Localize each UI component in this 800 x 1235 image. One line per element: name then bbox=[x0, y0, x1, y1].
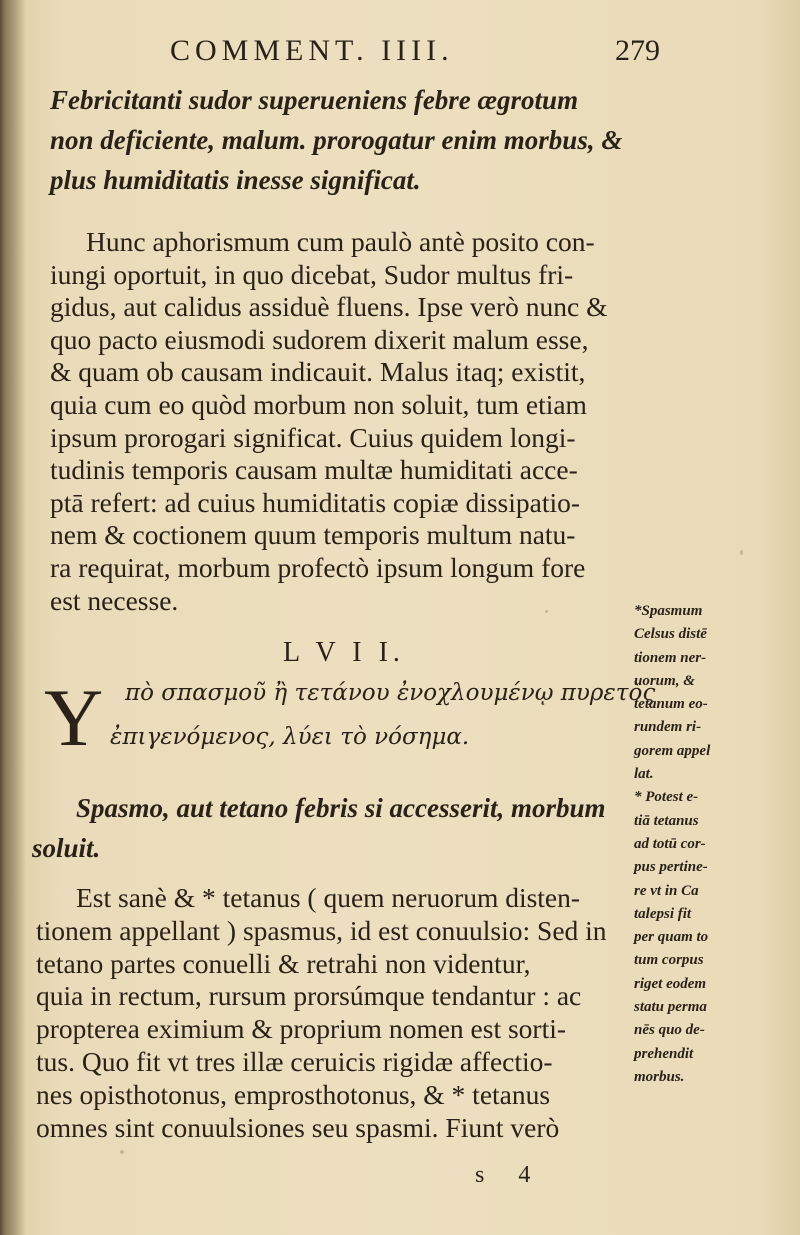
signature-mark: s 4 bbox=[475, 1162, 545, 1188]
running-head: COMMENT. IIII. bbox=[170, 34, 454, 67]
greek-aphorism-line: ἐπιγενόμενος, λύει τὸ νόσημα. bbox=[110, 724, 470, 750]
aphorism-line: soluit. bbox=[32, 833, 101, 863]
text-line: ipsum prorogari significat. Cuius quidem longi- bbox=[50, 421, 576, 453]
margin-note-line: *Spasmum bbox=[634, 603, 703, 619]
margin-note-line: re vt in Ca bbox=[634, 882, 699, 899]
paper-speck bbox=[545, 610, 548, 613]
text-line: ptā refert: ad cuius humiditatis copiæ dissipatio- bbox=[50, 486, 581, 518]
aphorism-line: plus humiditatis inesse significat. bbox=[50, 165, 421, 195]
text-line: tus. Quo fit vt tres illæ ceruicis rigidæ affectio- bbox=[36, 1045, 553, 1077]
commentary-paragraph-2 bbox=[36, 882, 607, 1144]
margin-note-line: nēs quo de- bbox=[634, 1022, 705, 1039]
margin-note-line: gorem appel bbox=[634, 742, 711, 759]
text-line: omnes sint conuulsiones seu spasmi. Fiunt verò bbox=[36, 1111, 560, 1143]
text-line: Est sanè & * tetanus ( quem neruorum disten- bbox=[76, 882, 581, 913]
margin-note-line: uorum, & bbox=[634, 672, 695, 689]
margin-note-line: statu perma bbox=[634, 999, 707, 1016]
text-line: est necesse. bbox=[50, 584, 179, 616]
aphorism-line: Febricitanti sudor superueniens febre ægrotum bbox=[50, 85, 579, 115]
margin-note-line: lat. bbox=[634, 766, 654, 783]
aphorism-latin bbox=[50, 80, 660, 200]
text-line: nes opisthotonus, emprosthotonus, & * tetanus bbox=[36, 1078, 551, 1110]
text-line: quo pacto eiusmodi sudorem dixerit malum esse, bbox=[50, 323, 589, 355]
commentary-paragraph-1 bbox=[50, 226, 608, 617]
text-line: & quam ob causam indicauit. Malus itaq; existit, bbox=[50, 356, 586, 388]
text-line: iungi oportuit, in quo dicebat, Sudor multus fri- bbox=[50, 258, 574, 290]
margin-note-line: rundem ri- bbox=[634, 719, 702, 736]
text-line: quia cum eo quòd morbum non soluit, tum etiam bbox=[50, 388, 587, 420]
text-line: Hunc aphorismum cum paulò antè posito con- bbox=[86, 226, 595, 257]
margin-note-line: tionem ner- bbox=[634, 649, 707, 666]
paper-speck bbox=[740, 550, 743, 555]
binding-gutter bbox=[0, 0, 26, 1235]
margin-note-line: prehendit bbox=[634, 1045, 694, 1062]
margin-note-line: ad totū cor- bbox=[634, 835, 706, 852]
greek-aphorism-line: πὸ σπασμοῦ ἢ τετάνου ἐνοχλουμένῳ πυρετὸς bbox=[125, 680, 656, 706]
text-line: nem & coctionem quum temporis multum natu- bbox=[50, 519, 576, 551]
margin-note-line: per quam to bbox=[634, 929, 709, 946]
margin-note-line: pus pertine- bbox=[634, 859, 708, 876]
paper-speck bbox=[120, 1150, 124, 1154]
text-line: tionem appellant ) spasmus, id est conuulsio: Sed in bbox=[36, 914, 607, 946]
text-line: tudinis temporis causam multæ humiditati acce- bbox=[50, 454, 578, 486]
text-line: ra requirat, morbum profectò ipsum longum fore bbox=[50, 551, 586, 583]
margin-note-line: tum corpus bbox=[634, 952, 704, 969]
marginal-notes bbox=[634, 600, 774, 1089]
margin-note-line: Celsus distē bbox=[634, 626, 707, 643]
aphorism-line: non deficiente, malum. prorogatur enim morbus, & bbox=[50, 125, 623, 155]
text-line: quia in rectum, rursum prorsúmque tendantur : ac bbox=[36, 980, 582, 1012]
page-header bbox=[170, 34, 670, 74]
aphorism-line: Spasmo, aut tetano febris si accesserit, morbum bbox=[76, 793, 606, 823]
margin-note-line: * Potest e- bbox=[634, 789, 699, 806]
drop-capital: Y bbox=[44, 672, 104, 763]
margin-note-line: tetanum eo- bbox=[634, 696, 708, 713]
margin-note-line: riget eodem bbox=[634, 975, 707, 992]
section-number: L V I I. bbox=[283, 637, 405, 668]
margin-note-line: tiā tetanus bbox=[634, 812, 699, 829]
text-line: gidus, aut calidus assiduè fluens. Ipse verò nunc & bbox=[50, 291, 608, 323]
margin-note-line: talepsi fit bbox=[634, 905, 692, 922]
page-number: 279 bbox=[615, 34, 660, 67]
text-line: propterea eximium & proprium nomen est sorti- bbox=[36, 1013, 567, 1045]
text-line: tetano partes conuelli & retrahi non videntur, bbox=[36, 947, 531, 979]
margin-note-line: morbus. bbox=[634, 1068, 685, 1085]
aphorism-latin-2 bbox=[32, 788, 636, 868]
